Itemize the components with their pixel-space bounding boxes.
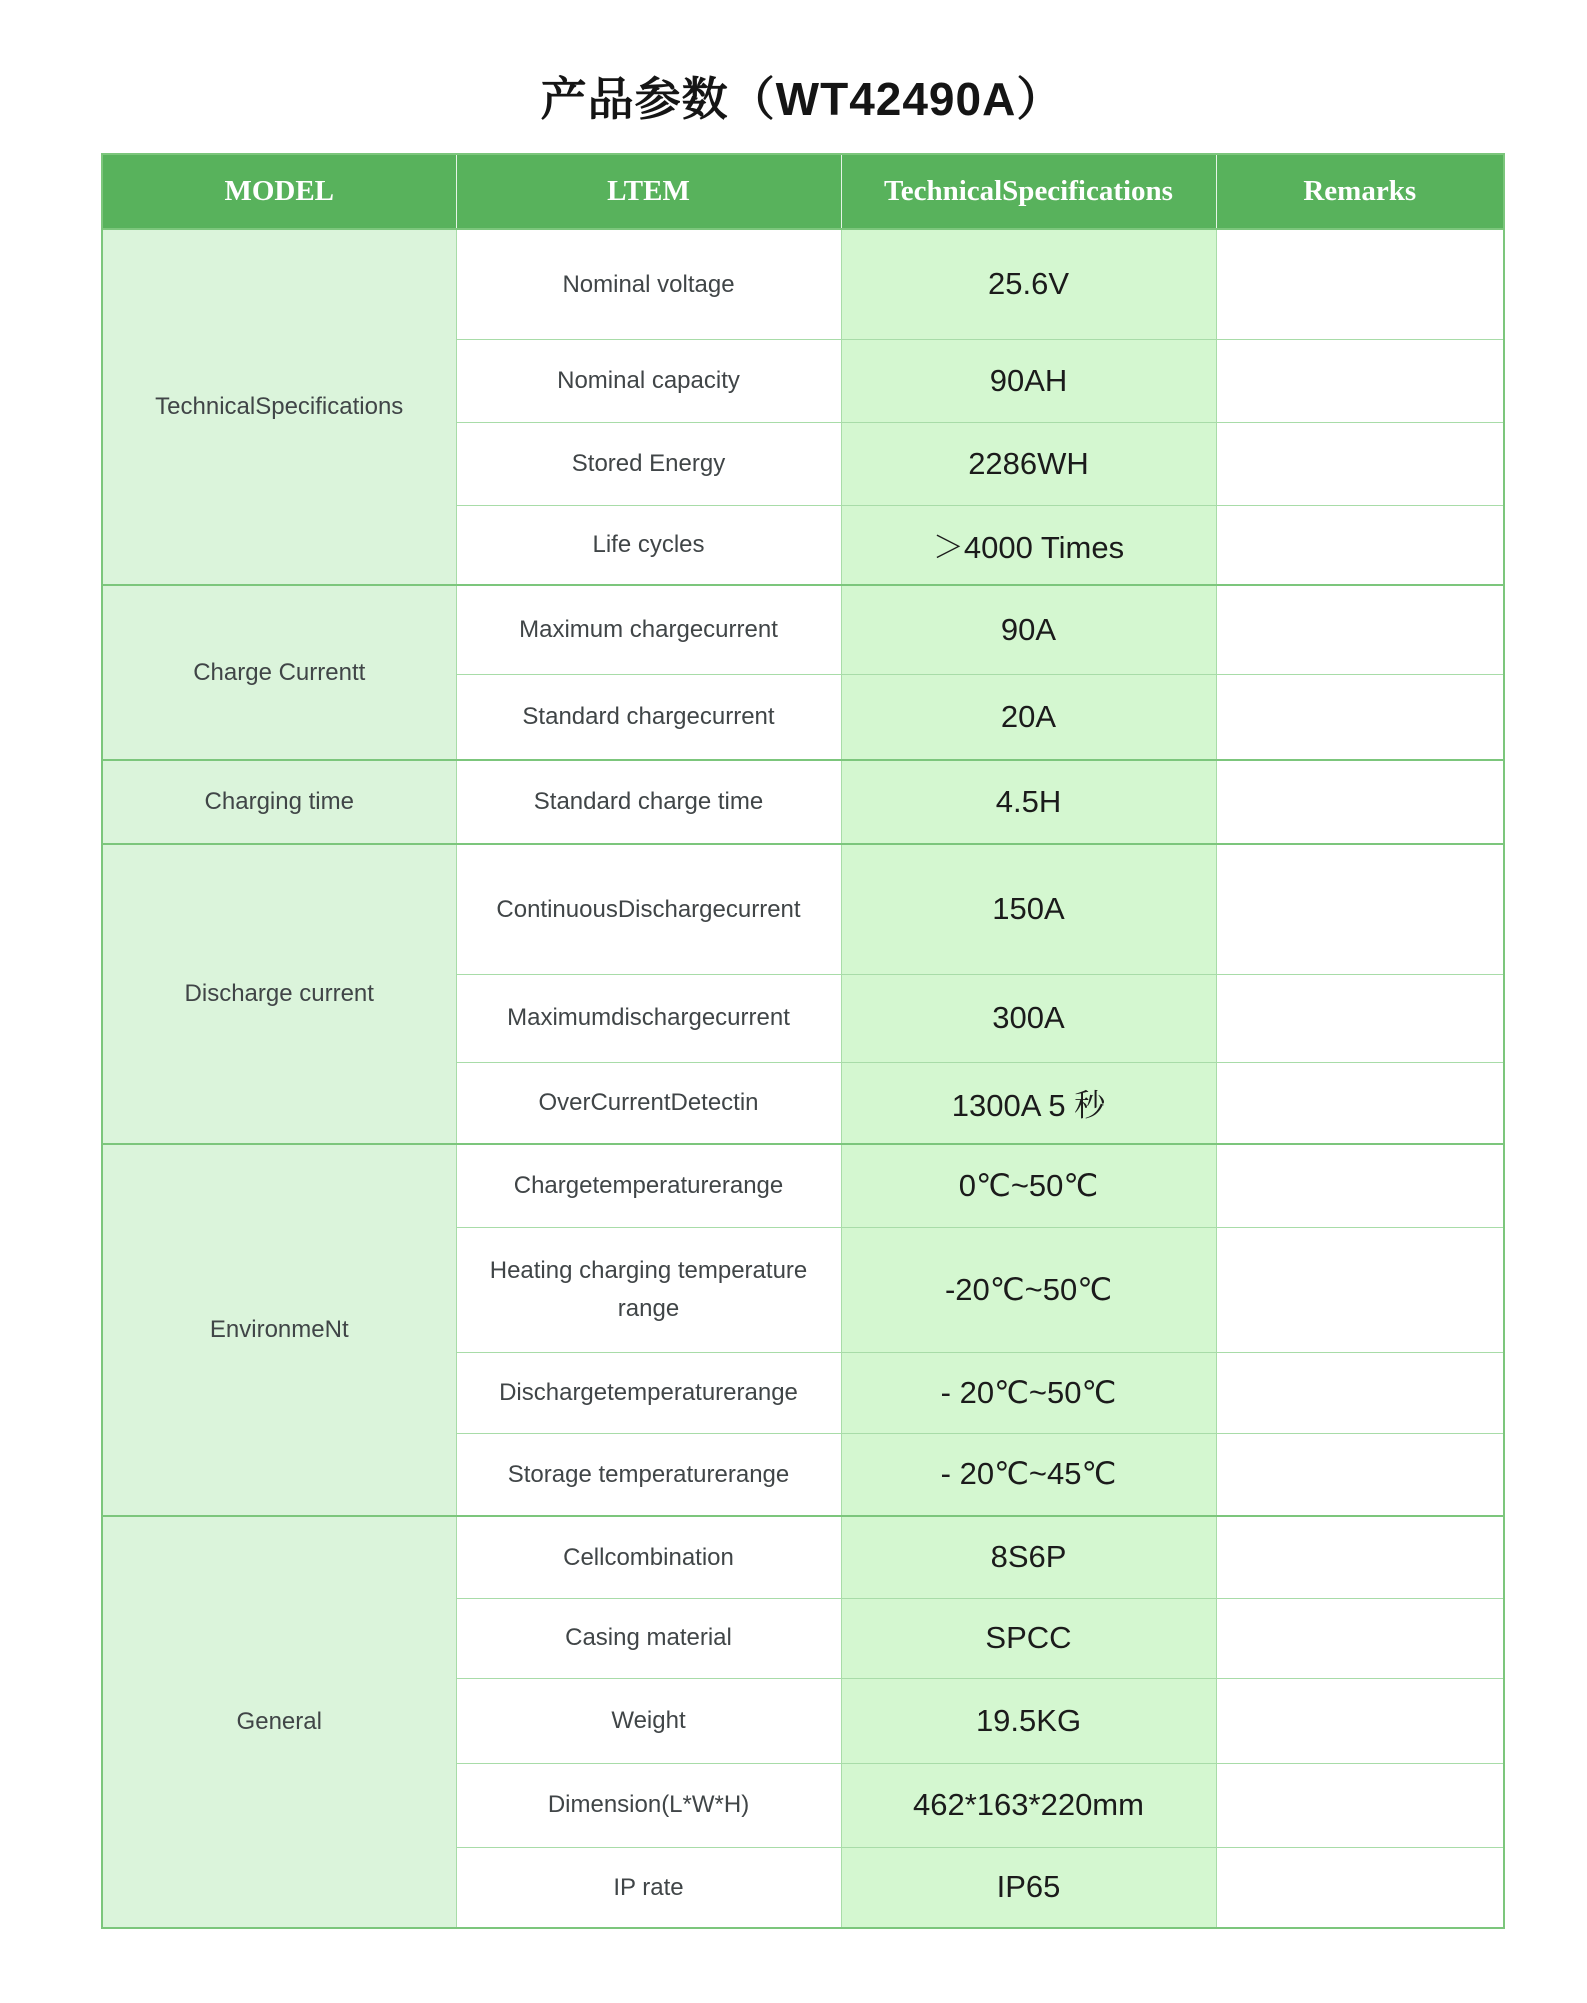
group-label-environment: EnvironmeNt [102,1144,456,1516]
value-cell: 25.6V [841,229,1216,339]
remarks-cell [1216,1678,1504,1763]
remarks-cell [1216,844,1504,974]
item-cell: Stored Energy [456,422,841,505]
group-label-discharge-current: Discharge current [102,844,456,1144]
group-label-general: General [102,1516,456,1928]
value-cell: ＞4000 Times [841,505,1216,585]
value-cell: IP65 [841,1847,1216,1928]
table-row [102,229,1504,339]
table-row [102,760,1504,844]
remarks-cell [1216,760,1504,844]
item-cell: Dischargetemperaturerange [456,1352,841,1433]
item-cell: Nominal voltage [456,229,841,339]
remarks-cell [1216,674,1504,760]
item-cell: Cellcombination [456,1516,841,1598]
remarks-cell [1216,1598,1504,1678]
remarks-cell [1216,974,1504,1062]
item-cell: Heating charging temperature range [456,1227,841,1352]
remarks-cell [1216,1516,1504,1598]
remarks-cell [1216,1847,1504,1928]
remarks-cell [1216,1352,1504,1433]
group-label-technicalspecifications: TechnicalSpecifications [102,229,456,585]
item-cell: Life cycles [456,505,841,585]
value-cell: 8S6P [841,1516,1216,1598]
item-cell: Standard chargecurrent [456,674,841,760]
remarks-cell [1216,585,1504,674]
page-title: 产品参数（WT42490A） [540,73,1064,125]
item-cell: OverCurrentDetectin [456,1062,841,1144]
remarks-cell [1216,1227,1504,1352]
value-cell: 150A [841,844,1216,974]
group-label-charge-current: Charge Currentt [102,585,456,760]
item-cell: Dimension(L*W*H) [456,1763,841,1847]
value-cell: 19.5KG [841,1678,1216,1763]
item-cell: Maximum chargecurrent [456,585,841,674]
remarks-cell [1216,1763,1504,1847]
item-cell: Nominal capacity [456,339,841,422]
value-cell: 20A [841,674,1216,760]
item-cell: ContinuousDischargecurrent [456,844,841,974]
value-cell: 300A [841,974,1216,1062]
item-cell: Maximumdischargecurrent [456,974,841,1062]
item-cell: Standard charge time [456,760,841,844]
column-header-model: MODEL [102,154,456,229]
spec-table [101,153,1505,1929]
group-label-charging-time: Charging time [102,760,456,844]
header-row [102,154,1504,229]
value-cell: SPCC [841,1598,1216,1678]
remarks-cell [1216,339,1504,422]
remarks-cell [1216,1144,1504,1227]
value-cell: 462*163*220mm [841,1763,1216,1847]
item-cell: Storage temperaturerange [456,1433,841,1516]
remarks-cell [1216,229,1504,339]
value-cell: 4.5H [841,760,1216,844]
item-cell: Casing material [456,1598,841,1678]
value-cell: - 20℃~50℃ [841,1352,1216,1433]
value-cell: 90AH [841,339,1216,422]
value-cell: -20℃~50℃ [841,1227,1216,1352]
column-header-remarks: Remarks [1216,154,1504,229]
remarks-cell [1216,505,1504,585]
value-cell: 1300A 5 秒 [841,1062,1216,1144]
value-cell: 2286WH [841,422,1216,505]
item-cell: Weight [456,1678,841,1763]
remarks-cell [1216,1433,1504,1516]
value-cell: - 20℃~45℃ [841,1433,1216,1516]
item-cell: IP rate [456,1847,841,1928]
table-row [102,1516,1504,1598]
value-cell: 90A [841,585,1216,674]
item-cell: Chargetemperaturerange [456,1144,841,1227]
table-row [102,844,1504,974]
table-row [102,585,1504,674]
remarks-cell [1216,422,1504,505]
remarks-cell [1216,1062,1504,1144]
column-header-techspec: TechnicalSpecifications [841,154,1216,229]
value-cell: 0℃~50℃ [841,1144,1216,1227]
table-row [102,1144,1504,1227]
column-header-ltem: LTEM [456,154,841,229]
